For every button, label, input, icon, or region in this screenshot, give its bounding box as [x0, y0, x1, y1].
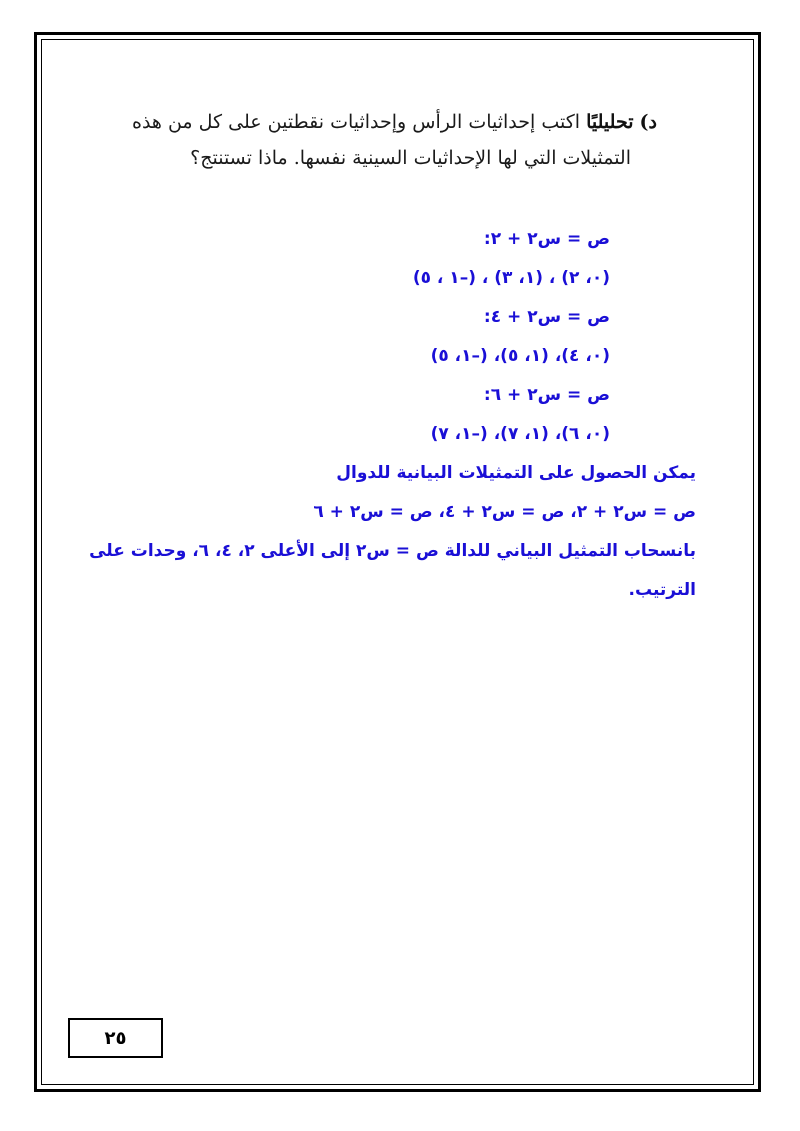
page-number: ٢٥ — [104, 1027, 127, 1049]
answer-conclusion-line1: يمكن الحصول على التمثيلات البيانية للدوال — [336, 463, 696, 483]
question-block — [97, 104, 657, 176]
question-text-line1: اكتب إحداثيات الرأس وإحداثيات نقطتين على كل من هذه — [131, 111, 581, 133]
answer-block — [86, 220, 696, 610]
answer-equation-2: ص = س٢ + ٤: — [483, 307, 610, 327]
answer-conclusion-line2: ص = س٢ + ٢، ص = س٢ + ٤، ص = س٢ + ٦ — [313, 502, 696, 522]
question-letter: د) — [639, 111, 657, 133]
page-number-box — [68, 1018, 163, 1058]
question-keyword: تحليليًا — [586, 111, 634, 133]
answer-points-2: (٠، ٤)، (١، ٥)، (–١، ٥) — [430, 346, 610, 366]
answer-points-1: (٠، ٢) ، (١، ٣) ، (–١ ، ٥) — [412, 268, 610, 288]
question-text-line2: التمثيلات التي لها الإحداثيات السينية نفسها. ماذا تستنتج؟ — [190, 147, 631, 169]
answer-points-3: (٠، ٦)، (١، ٧)، (–١، ٧) — [430, 424, 610, 444]
answer-conclusion-line3: بانسحاب التمثيل البياني للدالة ص = س٢ إلى الأعلى ٢، ٤، ٦، وحدات على الترتيب. — [89, 541, 696, 600]
answer-equation-3: ص = س٢ + ٦: — [483, 385, 610, 405]
answer-equation-1: ص = س٢ + ٢: — [483, 229, 610, 249]
